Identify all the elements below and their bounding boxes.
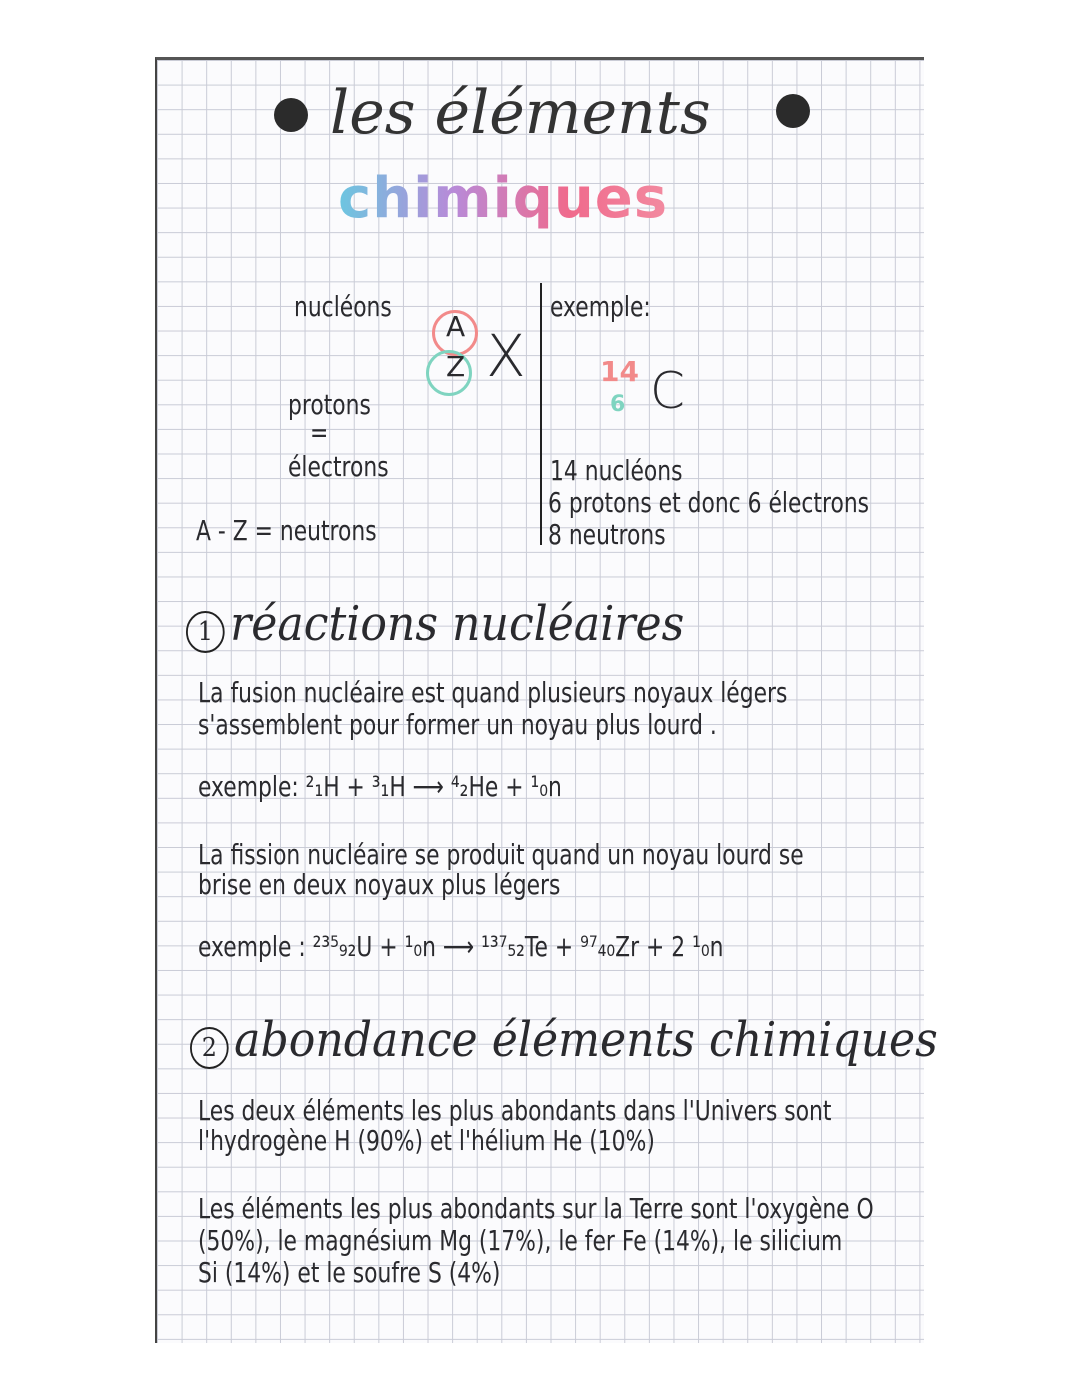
example-line: 8 neutrons — [548, 518, 666, 551]
section-1-heading — [186, 596, 684, 653]
mass-number-A: A — [446, 310, 466, 343]
neutrons-formula: A - Z = neutrons — [196, 514, 377, 547]
example-line: 6 protons et donc 6 électrons — [548, 486, 870, 519]
punch-hole — [776, 94, 810, 128]
earth-line: Les éléments les plus abondants sur la Terre sont l'oxygène O — [198, 1192, 874, 1225]
punch-hole — [274, 98, 308, 132]
divider — [540, 283, 542, 545]
universe-line: Les deux éléments les plus abondants dans l'Univers sont — [198, 1094, 832, 1127]
carbon-mass: 14 — [600, 355, 639, 388]
atomic-number-Z: Z — [446, 350, 466, 383]
section-number: 2 — [190, 1027, 229, 1069]
fission-line: La fission nucléaire se produit quand un noyau lourd se — [198, 838, 804, 871]
example-line: 14 nucléons — [550, 454, 683, 487]
element-symbol-X: X — [486, 322, 526, 390]
example-label: exemple: — [550, 290, 651, 323]
section-title: réactions nucléaires — [230, 596, 685, 652]
equals-sign: = — [310, 416, 329, 449]
universe-line: l'hydrogène H (90%) et l'hélium He (10%) — [198, 1124, 655, 1157]
fusion-example: exemple: ²₁H + ³₁H ⟶ ⁴₂He + ¹₀n — [198, 770, 562, 803]
protons-label: protons — [288, 388, 371, 421]
nucleons-label: nucléons — [294, 290, 392, 323]
fusion-line: s'assemblent pour former un noyau plus lourd . — [198, 708, 717, 741]
section-2-heading — [190, 1012, 938, 1069]
carbon-symbol: C — [650, 362, 685, 420]
earth-line: Si (14%) et le soufre S (4%) — [198, 1256, 501, 1289]
section-number: 1 — [186, 611, 225, 653]
fission-example: exemple : ²³⁵₉₂U + ¹₀n ⟶ ¹³⁷₅₂Te + ⁹⁷₄₀Zr + 2 ¹₀n — [198, 930, 724, 963]
fusion-line: La fusion nucléaire est quand plusieurs noyaux légers — [198, 676, 788, 709]
electrons-label: électrons — [288, 450, 389, 483]
title-line-2: chimiques — [338, 166, 669, 231]
carbon-atomic: 6 — [610, 392, 626, 417]
earth-line: (50%), le magnésium Mg (17%), le fer Fe (14%), le silicium — [198, 1224, 843, 1257]
title-line-1: les éléments — [330, 78, 711, 148]
section-title: abondance éléments chimiques — [234, 1012, 938, 1068]
fission-line: brise en deux noyaux plus légers — [198, 868, 561, 901]
